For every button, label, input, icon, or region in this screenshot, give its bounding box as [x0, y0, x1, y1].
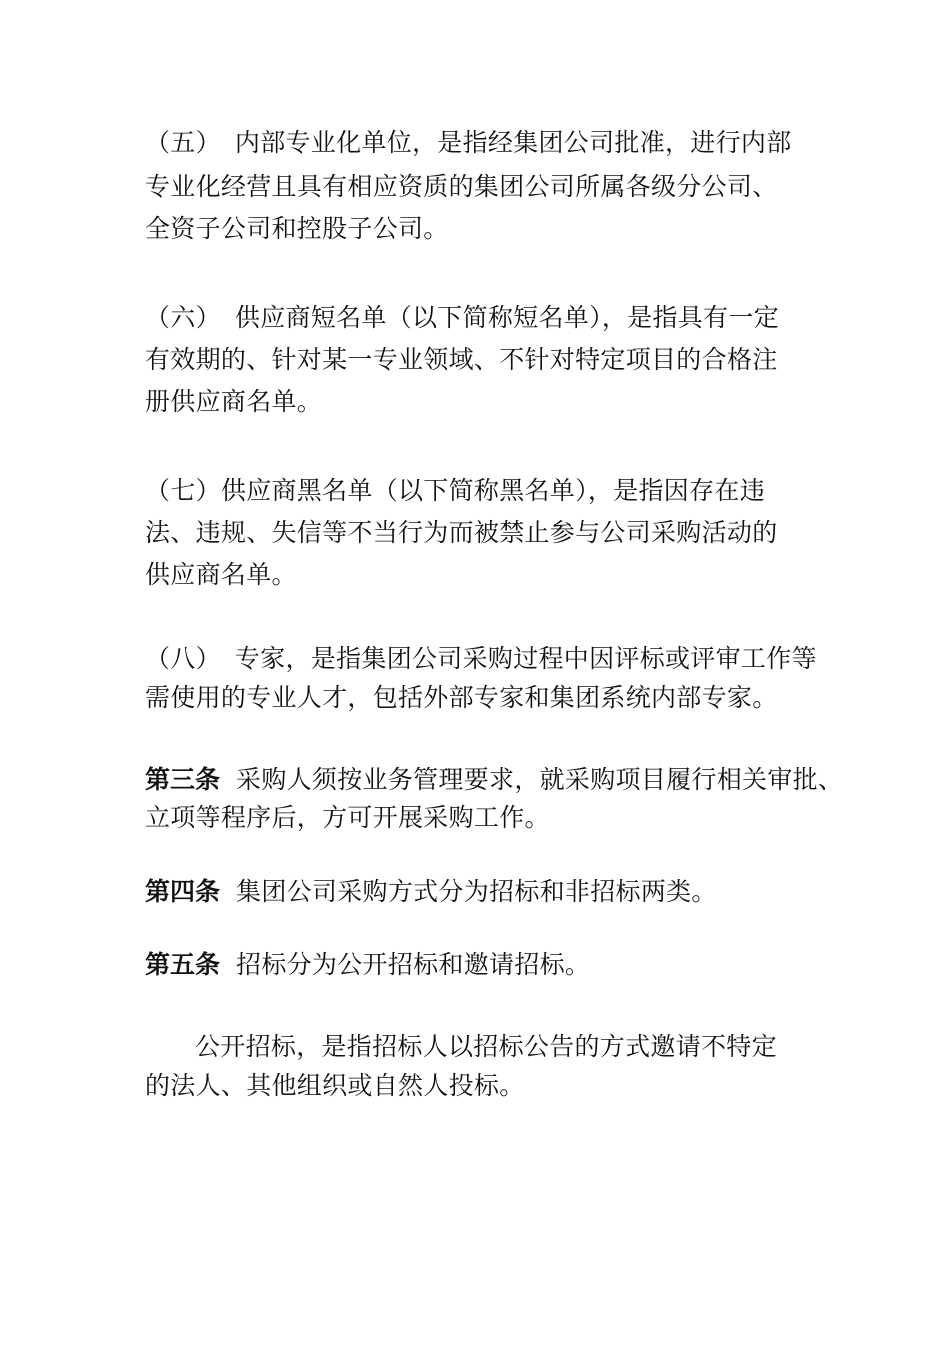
article-3-label: 第三条 [145, 765, 221, 794]
article-4-line-1 [145, 877, 717, 907]
definition-5-line-1 [145, 128, 792, 158]
definition-7-line-3: 供应商名单。 [145, 560, 297, 589]
article-4-text: 集团公司采购方式分为招标和非招标两类。 [236, 877, 717, 906]
definition-8-number: （八） [145, 644, 221, 673]
definition-5-line-3: 全资子公司和控股子公司。 [145, 214, 449, 243]
paragraph-line-2: 的法人、其他组织或自然人投标。 [145, 1071, 525, 1100]
definition-5-number: （五） [145, 128, 221, 157]
definition-6-line-3: 册供应商名单。 [145, 387, 323, 416]
article-4-label: 第四条 [145, 877, 221, 906]
definition-6-number: （六） [145, 303, 221, 332]
definition-6-line-1 [145, 303, 779, 333]
definition-8-text: 专家，是指集团公司采购过程中因评标或评审工作等 [234, 644, 817, 673]
definition-6-text: 供应商短名单（以下简称短名单），是指具有一定 [234, 303, 780, 332]
article-3-line-1 [145, 765, 843, 795]
definition-5-text: 内部专业化单位，是指经集团公司批准，进行内部 [234, 128, 792, 157]
article-3-text: 采购人须按业务管理要求，就采购项目履行相关审批、 [236, 765, 844, 794]
definition-6-line-2: 有效期的、针对某一专业领域、不针对特定项目的合格注 [145, 345, 778, 374]
definition-7-line-1 [145, 476, 765, 506]
definition-8-line-2: 需使用的专业人才，包括外部专家和集团系统内部专家。 [145, 683, 778, 712]
definition-8-line-1 [145, 644, 817, 674]
article-5-label: 第五条 [145, 950, 221, 979]
definition-7-number: （七） [145, 476, 221, 505]
definition-7-line-2: 法、违规、失信等不当行为而被禁止参与公司采购活动的 [145, 518, 778, 547]
definition-7-text: 供应商黑名单（以下简称黑名单），是指因存在违 [220, 476, 766, 505]
article-5-line-1 [145, 950, 590, 980]
article-5-text: 招标分为公开招标和邀请招标。 [236, 950, 591, 979]
definition-5-line-2: 专业化经营且具有相应资质的集团公司所属各级分公司、 [145, 172, 778, 201]
article-3-line-2: 立项等程序后，方可开展采购工作。 [145, 803, 550, 832]
paragraph-line-1: 公开招标，是指招标人以招标公告的方式邀请不特定 [195, 1032, 777, 1061]
